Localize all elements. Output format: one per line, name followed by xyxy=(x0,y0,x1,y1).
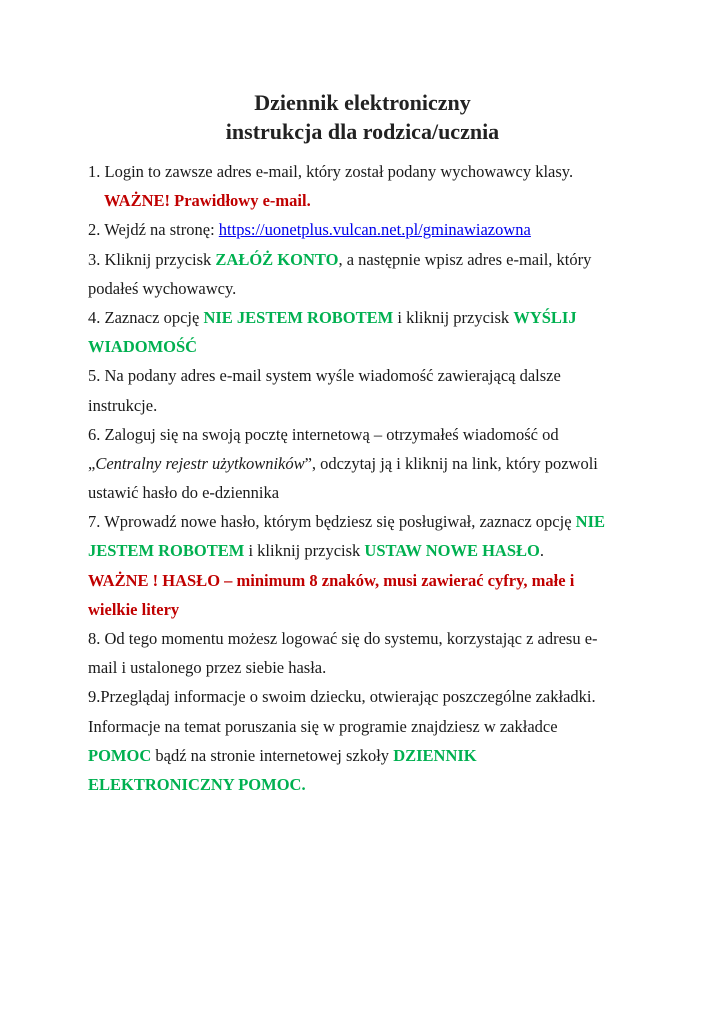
step-7-text-end: . xyxy=(539,541,544,561)
title-line-2: instrukcja dla rodzica/ucznia xyxy=(225,119,500,144)
document-title xyxy=(0,88,725,146)
create-account-label: ZAŁÓŻ KONTO xyxy=(215,249,339,269)
step-7-cont xyxy=(88,536,633,565)
step-6-text-end: ustawić hasło do e-dziennika xyxy=(88,483,280,503)
sender-name: Centralny rejestr użytkowników xyxy=(95,453,305,473)
step-6-cont-2 xyxy=(88,478,633,507)
step-8-cont xyxy=(88,653,633,682)
step-8-text-cont: mail i ustalonego przez siebie hasła. xyxy=(88,658,327,678)
step-2-text: 2. Wejdź na stronę: xyxy=(88,220,219,240)
instructions-list xyxy=(88,157,633,799)
step-5-cont xyxy=(88,391,633,420)
step-8 xyxy=(88,624,633,653)
step-5-text: 5. Na podany adres e-mail system wyśle wiadomość zawierającą dalsze xyxy=(88,366,561,386)
step-9-text-2: Informacje na temat poruszania się w programie znajdziesz w zakładce xyxy=(88,716,558,736)
set-password-label: USTAW NOWE HASŁO xyxy=(364,541,540,561)
step-9-text-middle: bądź na stronie internetowej szkoły xyxy=(151,745,394,765)
step-4-cont xyxy=(88,332,633,361)
step-5 xyxy=(88,361,633,390)
send-message-label-2: WIADOMOŚĆ xyxy=(88,337,198,357)
step-3-text: 3. Kliknij przycisk xyxy=(88,249,216,269)
step-1-text: 1. Login to zawsze adres e-mail, który został podany wychowawcy klasy. xyxy=(88,162,574,181)
step-6-text-rest: ”, odczytaj ją i kliknij na link, który pozwoli xyxy=(304,453,598,473)
title-line-1: Dziennik elektroniczny xyxy=(254,90,471,115)
step-3-text-rest: , a następnie wpisz adres e-mail, który xyxy=(338,249,592,269)
step-7-text: 7. Wprowadź nowe hasło, którym będziesz się posługiwał, zaznacz opcję xyxy=(88,512,576,532)
step-1-warning: WAŻNE! Prawidłowy e-mail. xyxy=(104,191,311,211)
help-site-label-1: DZIENNIK xyxy=(393,745,477,765)
step-1 xyxy=(88,157,633,186)
step-9-text: 9.Przeglądaj informacje o swoim dziecku, otwierając poszczególne zakładki. xyxy=(88,687,596,707)
send-message-label-1: WYŚLIJ xyxy=(513,307,577,327)
step-9-cont xyxy=(88,712,633,741)
step-3 xyxy=(88,245,633,274)
step-3-cont xyxy=(88,274,633,303)
not-robot-label-2a: NIE xyxy=(575,512,605,532)
step-4-text: 4. Zaznacz opcję xyxy=(88,307,204,327)
not-robot-label-2b: JESTEM ROBOTEM xyxy=(88,541,245,561)
step-6 xyxy=(88,420,633,449)
step-6-cont xyxy=(88,449,633,478)
step-8-text: 8. Od tego momentu możesz logować się do systemu, korzystając z adresu e- xyxy=(88,629,598,648)
step-7-warning-1 xyxy=(88,566,633,595)
step-3-text-cont: podałeś wychowawcy. xyxy=(88,278,237,298)
step-6-text: 6. Zaloguj się na swoją pocztę internetową – otrzymałeś wiadomość od xyxy=(88,424,559,444)
password-warning-2: wielkie litery xyxy=(88,599,180,619)
step-9-cont-2 xyxy=(88,741,633,770)
password-warning-1: WAŻNE ! HASŁO – minimum 8 znaków, musi zawierać cyfry, małe i xyxy=(88,570,575,590)
help-site-label-2: ELEKTRONICZNY POMOC. xyxy=(88,774,306,794)
step-5-text-cont: instrukcje. xyxy=(88,395,158,415)
help-label: POMOC xyxy=(88,745,152,765)
quote-open: „ xyxy=(88,453,96,473)
step-1-warning-line xyxy=(88,186,633,215)
vulcan-login-link[interactable]: https://uonetplus.vulcan.net.pl/gminawiazowna xyxy=(218,220,531,240)
step-2 xyxy=(88,215,633,244)
step-7-text-middle: i kliknij przycisk xyxy=(244,541,365,561)
step-9 xyxy=(88,682,633,711)
step-7 xyxy=(88,507,633,536)
step-4-text-middle: i kliknij przycisk xyxy=(393,307,514,327)
step-4 xyxy=(88,303,633,332)
step-9-cont-3 xyxy=(88,770,633,799)
not-robot-label: NIE JESTEM ROBOTEM xyxy=(203,307,394,327)
step-7-warning-2 xyxy=(88,595,633,624)
